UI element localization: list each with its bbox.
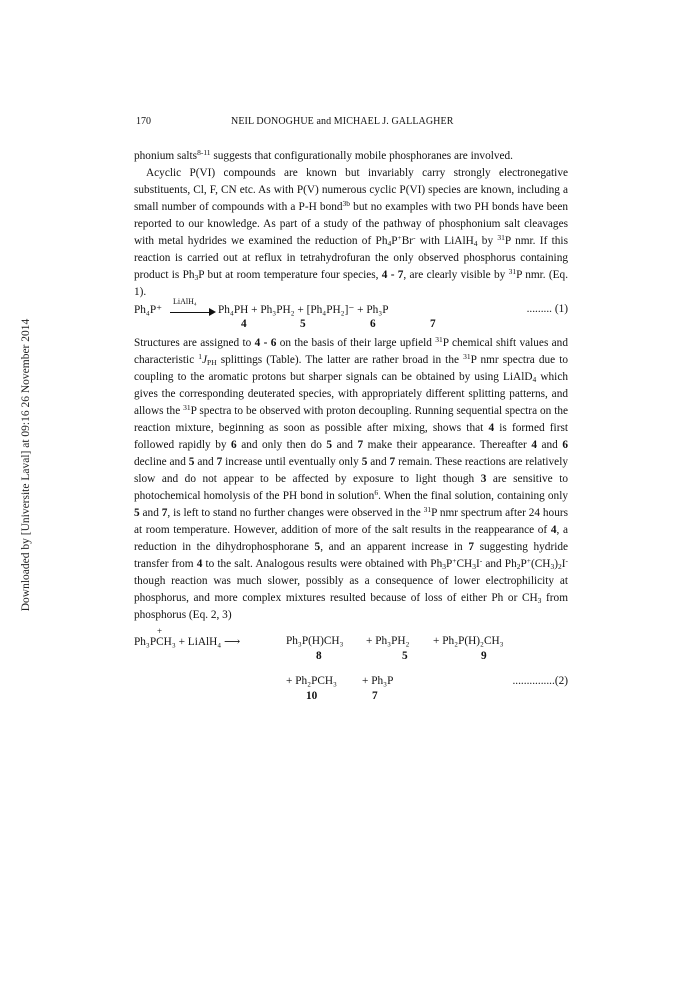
compound-number: 10 (306, 690, 318, 702)
eq1-label: ......... (1) (526, 303, 568, 315)
eq2-label: ...............(2) (512, 675, 568, 687)
compound-number: 9 (481, 650, 487, 662)
page-number: 170 (136, 116, 151, 127)
eq2-product-8: Ph₃P(H)CH₃ (286, 635, 344, 647)
eq2-product-9: + Ph₂P(H)₂CH₃ (433, 635, 504, 647)
article-body (134, 148, 568, 712)
compound-number: 8 (316, 650, 322, 662)
download-note: Downloaded by [Universite Laval] at 09:16 26 November 2014 (20, 318, 32, 612)
compound-number: 5 (402, 650, 408, 662)
paragraph-1: phonium salts$^{8-11}$ suggests that configurationally mobile phosphoranes are involved. (134, 148, 514, 162)
compound-number: 7 (372, 690, 378, 702)
equation-2-line-1 (134, 626, 568, 670)
eq1-products: Ph₄PH + Ph₃PH₂ + [Ph₄PH₂]⁻ + Ph₃P (218, 304, 389, 316)
compound-number: 6 (370, 318, 376, 330)
eq2-product-10: + Ph₂PCH₃ (286, 675, 337, 687)
compound-number: 4 (241, 318, 247, 330)
paragraph-3: Structures are assigned to 4 - 6 on the basis of their large upfield $^{31}$P chemical shift values and characteristic $^1J_{PH}$ splittings (Table). The latter are rather broad in the $^{31}$P nmr spectra due to coupling to the aromatic protons but sharper signals can be obtained by using LiAlD$_4$ which gives the corresponding deuterated species, with appropriately different splitting patterns, and allows the $^{31}$P spectra to be observed with proton decoupling. Running sequential spectra on the reaction mixture, beginning as soon as possible after mixing, shows that 4 is formed first followed rapidly by 6 and only then do 5 and 7 make their appearance. Thereafter 4 and 6 decline and 5 and 7 increase until eventually only 5 and 7 remain. These reactions are relatively slow and do not appear to be affected by exposure to light though 3 are sensitive to photochemical homolysis of the PH bond in solution$^6$. When the final solution, containing only 5 and 7, is left to stand no further changes were observed in the $^{31}$P nmr spectrum after 24 hours at room temperature. However, addition of more of the salt results in the reappearance of 4, a reduction in the dihydrophosphorane 5, and an apparent increase in 7 suggesting hydride transfer from 4 to the salt. Analogous results were obtained with $Ph_3P^+CH_3I^-$ and $Ph_2P^+(CH_3)_2I^-$ though reaction was much slower, possibly as a consequence of lower electrophilicity at phosphorus, and more complex mixtures resulted because of loss of either Ph or $CH_3$ from phosphorus (Eq. 2, 3) (134, 335, 569, 621)
equation-2-line-2 (134, 672, 568, 712)
eq2-product-7: + Ph₃P (362, 675, 394, 687)
running-head: NEIL DONOGHUE and MICHAEL J. GALLAGHER (231, 116, 454, 127)
eq1-reactant: Ph₄P⁺ (134, 304, 163, 316)
reaction-arrow (170, 297, 216, 318)
equation-1 (134, 297, 568, 335)
eq2-reactants: Ph₃PCH₃ + LiAlH₄ ⟶ (134, 636, 241, 648)
download-watermark (18, 230, 34, 700)
compound-number: 5 (300, 318, 306, 330)
paragraph-2: Acyclic P(VI) compounds are known but invariably carry strongly electronegative substituents, Cl, F, CN etc. As with P(V) numerous cyclic P(VI) species are known, including a small number of compounds with a P-H bond$^{3b}$ but no examples with two PH bonds have been reported to our knowledge. As part of a study of the pathway of phosphonium salt cleavages with metal hydrides we examined the reduction of $Ph_4P^+Br^-$ with LiAlH$_4$ by $^{31}$P nmr. If this reaction is carried out at reflux in tetrahydrofuran the only observed phosphorus containing product is $Ph_3P$ but at room temperature four species, 4 - 7, are clearly visible by $^{31}$P nmr. (Eq. 1). (134, 167, 569, 298)
eq2-product-5: + Ph₃PH₂ (366, 635, 410, 647)
compound-number: 7 (430, 318, 436, 330)
page-header (136, 116, 568, 130)
phosphonium-charge: + (157, 626, 163, 636)
eq1-reagent: LiAlH₄ (173, 297, 197, 306)
